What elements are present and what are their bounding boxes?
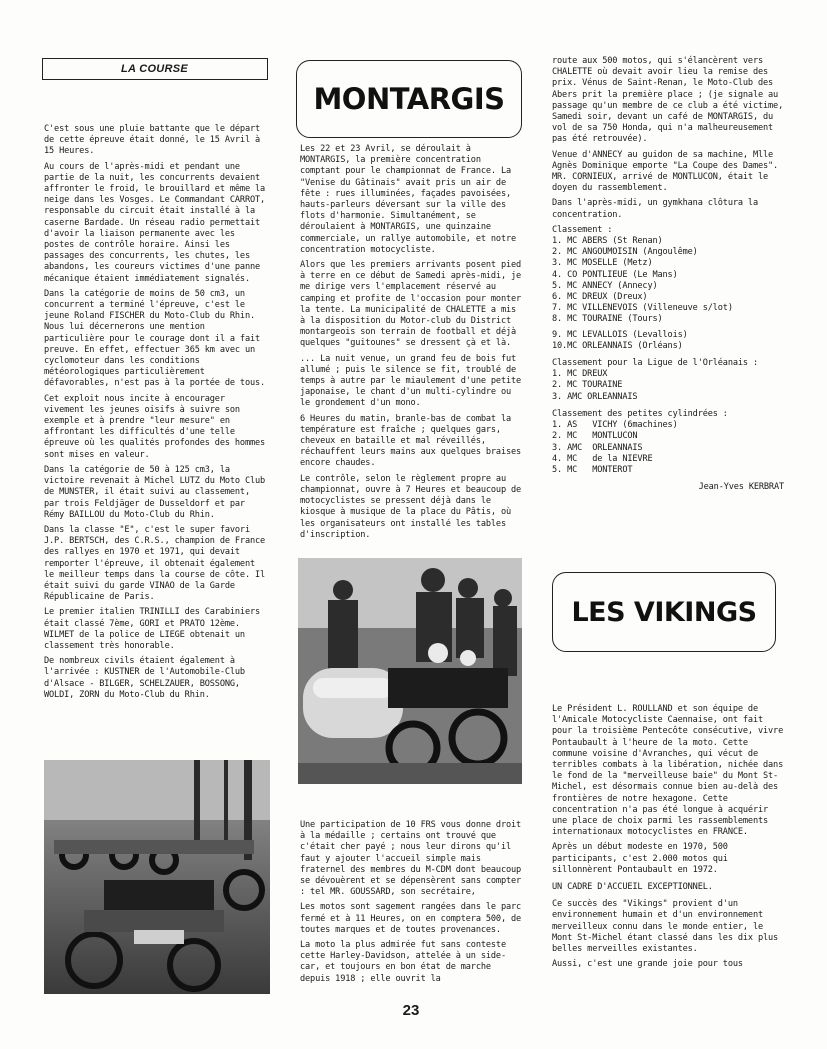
petites-list — [552, 420, 784, 476]
right-column-text-top — [552, 56, 784, 497]
list-item: 10.MC ORLEANNAIS (Orléans) — [552, 340, 683, 351]
list-item: 3. MC MOSELLE (Metz) — [552, 258, 653, 269]
list-item: 1. MC ABERS (St Renan) — [552, 236, 663, 247]
paragraph: Les motos sont sagement rangées dans le parc fermé et à 11 Heures, on en comptera 500, de toutes marques et de toutes provenances. — [300, 902, 522, 935]
paragraph: route aux 500 motos, qui s'élancèrent vers CHALETTE où devait avoir lieu la remise des prix. Vénus de Saint-Renan, le Moto-Club des Abers prit la première place ; (je signale au passage qu'un membre de ce club a été victime, Samedi soir, devant un café de MONTARGIS, du vol de sa 750 Honda, qui n'a malheureusement pas été retrouvée). — [552, 56, 784, 145]
list-item: 4. MC de la NIEVRE — [552, 453, 653, 464]
classement-title: Classement : — [552, 224, 613, 235]
ligue-title: Classement pour la Ligue de l'Orléanais : — [552, 358, 758, 369]
list-item: 9. MC LEVALLOIS (Levallois) — [552, 329, 688, 340]
list-item: 2. MC TOURAINE — [552, 380, 623, 391]
paragraph: Dans la catégorie de moins de 50 cm3, un concurrent a terminé l'épreuve, c'est le jeune Roland FISCHER du Moto-Club du Rhin. Nous lui décernerons une mention particulière pour le courage dont il a fait preuve. En effet, effectuer 365 km avec un cyclomoteur dans les conditions météorologiques particulièrement défavorables, n'est pas à la portée de tous. — [44, 288, 266, 389]
ligue-list — [552, 369, 784, 403]
logo-title: LES VIKINGS — [571, 596, 757, 628]
paragraph: C'est sous une pluie battante que le départ de cette épreuve était donné, le 15 Avril à 15 Heures. — [44, 124, 261, 157]
middle-column-text-bottom — [300, 820, 526, 989]
paragraph: Venue d'ANNECY au guidon de sa machine, Mlle Agnès Dominique emporte "La Coupe des Dames". MR. CORNIEUX, arrivé de MONTLUCON, était le doyen du rassemblement. — [552, 149, 779, 194]
left-column-text — [44, 124, 270, 705]
page-number: 23 — [402, 1002, 420, 1019]
paragraph: La moto la plus admirée fut sans conteste cette Harley-Davidson, attelée à un side-car, et toujours en bon état de marche depuis 1918 ; elle ouvrit la — [300, 940, 506, 984]
paragraph: Dans l'après-midi, un gymkhana clôtura la concentration. — [552, 198, 758, 220]
list-item: 1. MC DREUX — [552, 369, 608, 380]
list-item: 1. AS VICHY (6machines) — [552, 420, 678, 431]
paragraph: Dans la classe "E", c'est le super favori J.P. BERTSCH, des C.R.S., champion de France des rallyes en 1970 et 1971, qui devait remporter l'épreuve, il obtenait également le meilleur temps dans la course de côte. Il était suivi du garde VINAO de la Garde Républicaine de Paris. — [44, 524, 266, 603]
paragraph: Les 22 et 23 Avril, se déroulait à MONTARGIS, la première concentration comptant pour le championnat de France. La "Venise du Gâtinais" avait pris un air de fête : rues illuminées, façades pavoisées, hauts-parleurs déversant sur la ville des flots d'harmonie. Simultanément, se déroulaient à MONTARGIS, une quinzaine commerciale, un rallye automobile, et notre concentration motocycliste. — [300, 144, 517, 255]
paragraph: Au cours de l'après-midi et pendant une partie de la nuit, les concurrents devaient affronter le froid, le brouillard et même la neige dans les Vosges. Le Commandant CARROT, responsable du circuit était installé à la caserne Bardade. Un réseau radio permettait d'avoir la liaison permanente avec les postes de contrôle horaire. Ainsi les passages des concurrents, les chutes, les abandons, les coureurs victimes d'une panne mécanique étaient immédiatement signalés. — [44, 161, 266, 284]
subheading: UN CADRE D'ACCUEIL EXCEPTIONNEL. — [552, 882, 713, 893]
list-item: 2. MC MONTLUCON — [552, 431, 638, 442]
list-item: 3. AMC ORLEANNAIS — [552, 442, 643, 453]
list-item: 4. CO PONTLIEUE (Le Mans) — [552, 269, 678, 280]
logo-title: MONTARGIS — [313, 82, 505, 116]
paragraph: Dans la catégorie de 50 à 125 cm3, la victoire revenait à Michel LUTZ du Moto Club de MUNSTER, il était suivi au classement, par trois Feldjäger de Dusseldorf et par Rémy BAILLOU du Moto-Club du Rhin. — [44, 464, 266, 520]
paragraph: Alors que les premiers arrivants posent pied à terre en ce début de Samedi après-midi, je me dirige vers l'emplacement réservé au camping et profite de l'occasion pour monter la tente. La municipalité de CHALETTE a mis à la disposition du Motor-club du District montargeois son terrain de football et déjà quelques "guitounes" se dressent çà et là. — [300, 260, 522, 349]
logo-les-vikings — [552, 572, 776, 652]
paragraph: De nombreux civils étaient également à l'arrivée : KUSTNER de l'Automobile-Club d'Alsace - BILGER, SCHELZAUER, BOSSONG, WOLDI, ZORN du Moto-Club du Rhin. — [44, 656, 245, 700]
list-item: 2. MC ANGOUMOISIN (Angoulême) — [552, 247, 698, 258]
paragraph: Le contrôle, selon le règlement propre au championnat, ouvre à 7 Heures et beaucoup de motocyclistes se pressent déjà dans le kiosque à musique de la place du Pâtis, où les organisateurs ont installé les tables d'inscription. — [300, 473, 522, 540]
list-item: 7. MC VILLENEVOIS (Villeneuve s/lot) — [552, 303, 733, 314]
list-item: 8. MC TOURAINE (Tours) — [552, 314, 663, 325]
paragraph: Le premier italien TRINILLI des Carabiniers était classé 7ème, GORI et PRATO 12ème. WILMET de la police de LIEGE obtenait un classement très honorable. — [44, 607, 261, 651]
paragraph: Une participation de 10 FRS vous donne droit à la médaille ; certains ont trouvé que c'était cher payé ; nous leur dirons qu'il faut y ajouter l'accueil simple mais fraternel des membres du M-CDM dont beaucoup se dévouèrent et se dépensèrent sans compter : tel MR. GOUSSARD, son secrétaire, — [300, 820, 522, 898]
list-item: 3. AMC ORLEANNAIS — [552, 391, 638, 402]
photo-harley-sidecar — [298, 558, 522, 784]
paragraph: 6 Heures du matin, branle-bas de combat la température est fraîche ; quelques gars, cheveux en bataille et mal réveillés, réchauffent leurs mains aux quelques braises encore chaudes. — [300, 413, 522, 469]
paragraph: Ce succès des "Vikings" provient d'un environnement humain et d'un environnement merveilleux connu dans le monde entier, le Mont St-Michel étant classé dans les dix plus belles merveilles existantes. — [552, 899, 779, 955]
paragraph: Aussi, c'est une grande joie pour tous — [552, 959, 743, 970]
list-item: 6. MC DREUX (Dreux) — [552, 292, 648, 303]
petites-title: Classement des petites cylindrées : — [552, 408, 728, 419]
photo-parked-motorcycles — [44, 760, 270, 994]
paragraph: Le Président L. ROULLAND et son équipe de l'Amicale Motocycliste Caennaise, ont fait pour la troisième Pentecôte consécutive, vivre Pontaubault à l'heure de la moto. Cette commune voisine d'Avranches, qui vécut de terribles combats à la libération, nichée dans le fond de la "merveilleuse baie" du Mont St-Michel, est désormais connue bien au-delà des frontières de notre hexagone. Cette concentration n'a pas été longue à acquérir une place de choix parmi les rassemblements internationaux motocyclistes en FRANCE. — [552, 704, 784, 838]
classement-list — [552, 236, 784, 352]
list-item: 5. MC ANNECY (Annecy) — [552, 280, 658, 291]
middle-column-text-top — [300, 144, 526, 545]
paragraph: Cet exploit nous incite à encourager vivement les jeunes oisifs à suivre son exemple et à prendre "leur mesure" en affrontant les difficultés d'une telle épreuve où les qualités profondes des hommes sont mises en valeur. — [44, 393, 266, 460]
paragraph: Après un début modeste en 1970, 500 participants, c'est 2.000 motos qui sillonnèrent Pontaubault en 1972. — [552, 842, 728, 875]
paragraph: ... La nuit venue, un grand feu de bois fut allumé ; puis le silence se fit, troublé de temps à autre par le miaulement d'une petite japonaise, le chant d'un multi-cylindre ou le grondement d'un mono. — [300, 353, 522, 409]
logo-montargis — [296, 60, 522, 138]
section-heading-la-course: LA COURSE — [42, 58, 268, 80]
right-column-text-bottom — [552, 704, 784, 974]
list-item: 5. MC MONTEROT — [552, 464, 633, 475]
author-signature: Jean-Yves KERBRAT — [698, 482, 784, 493]
